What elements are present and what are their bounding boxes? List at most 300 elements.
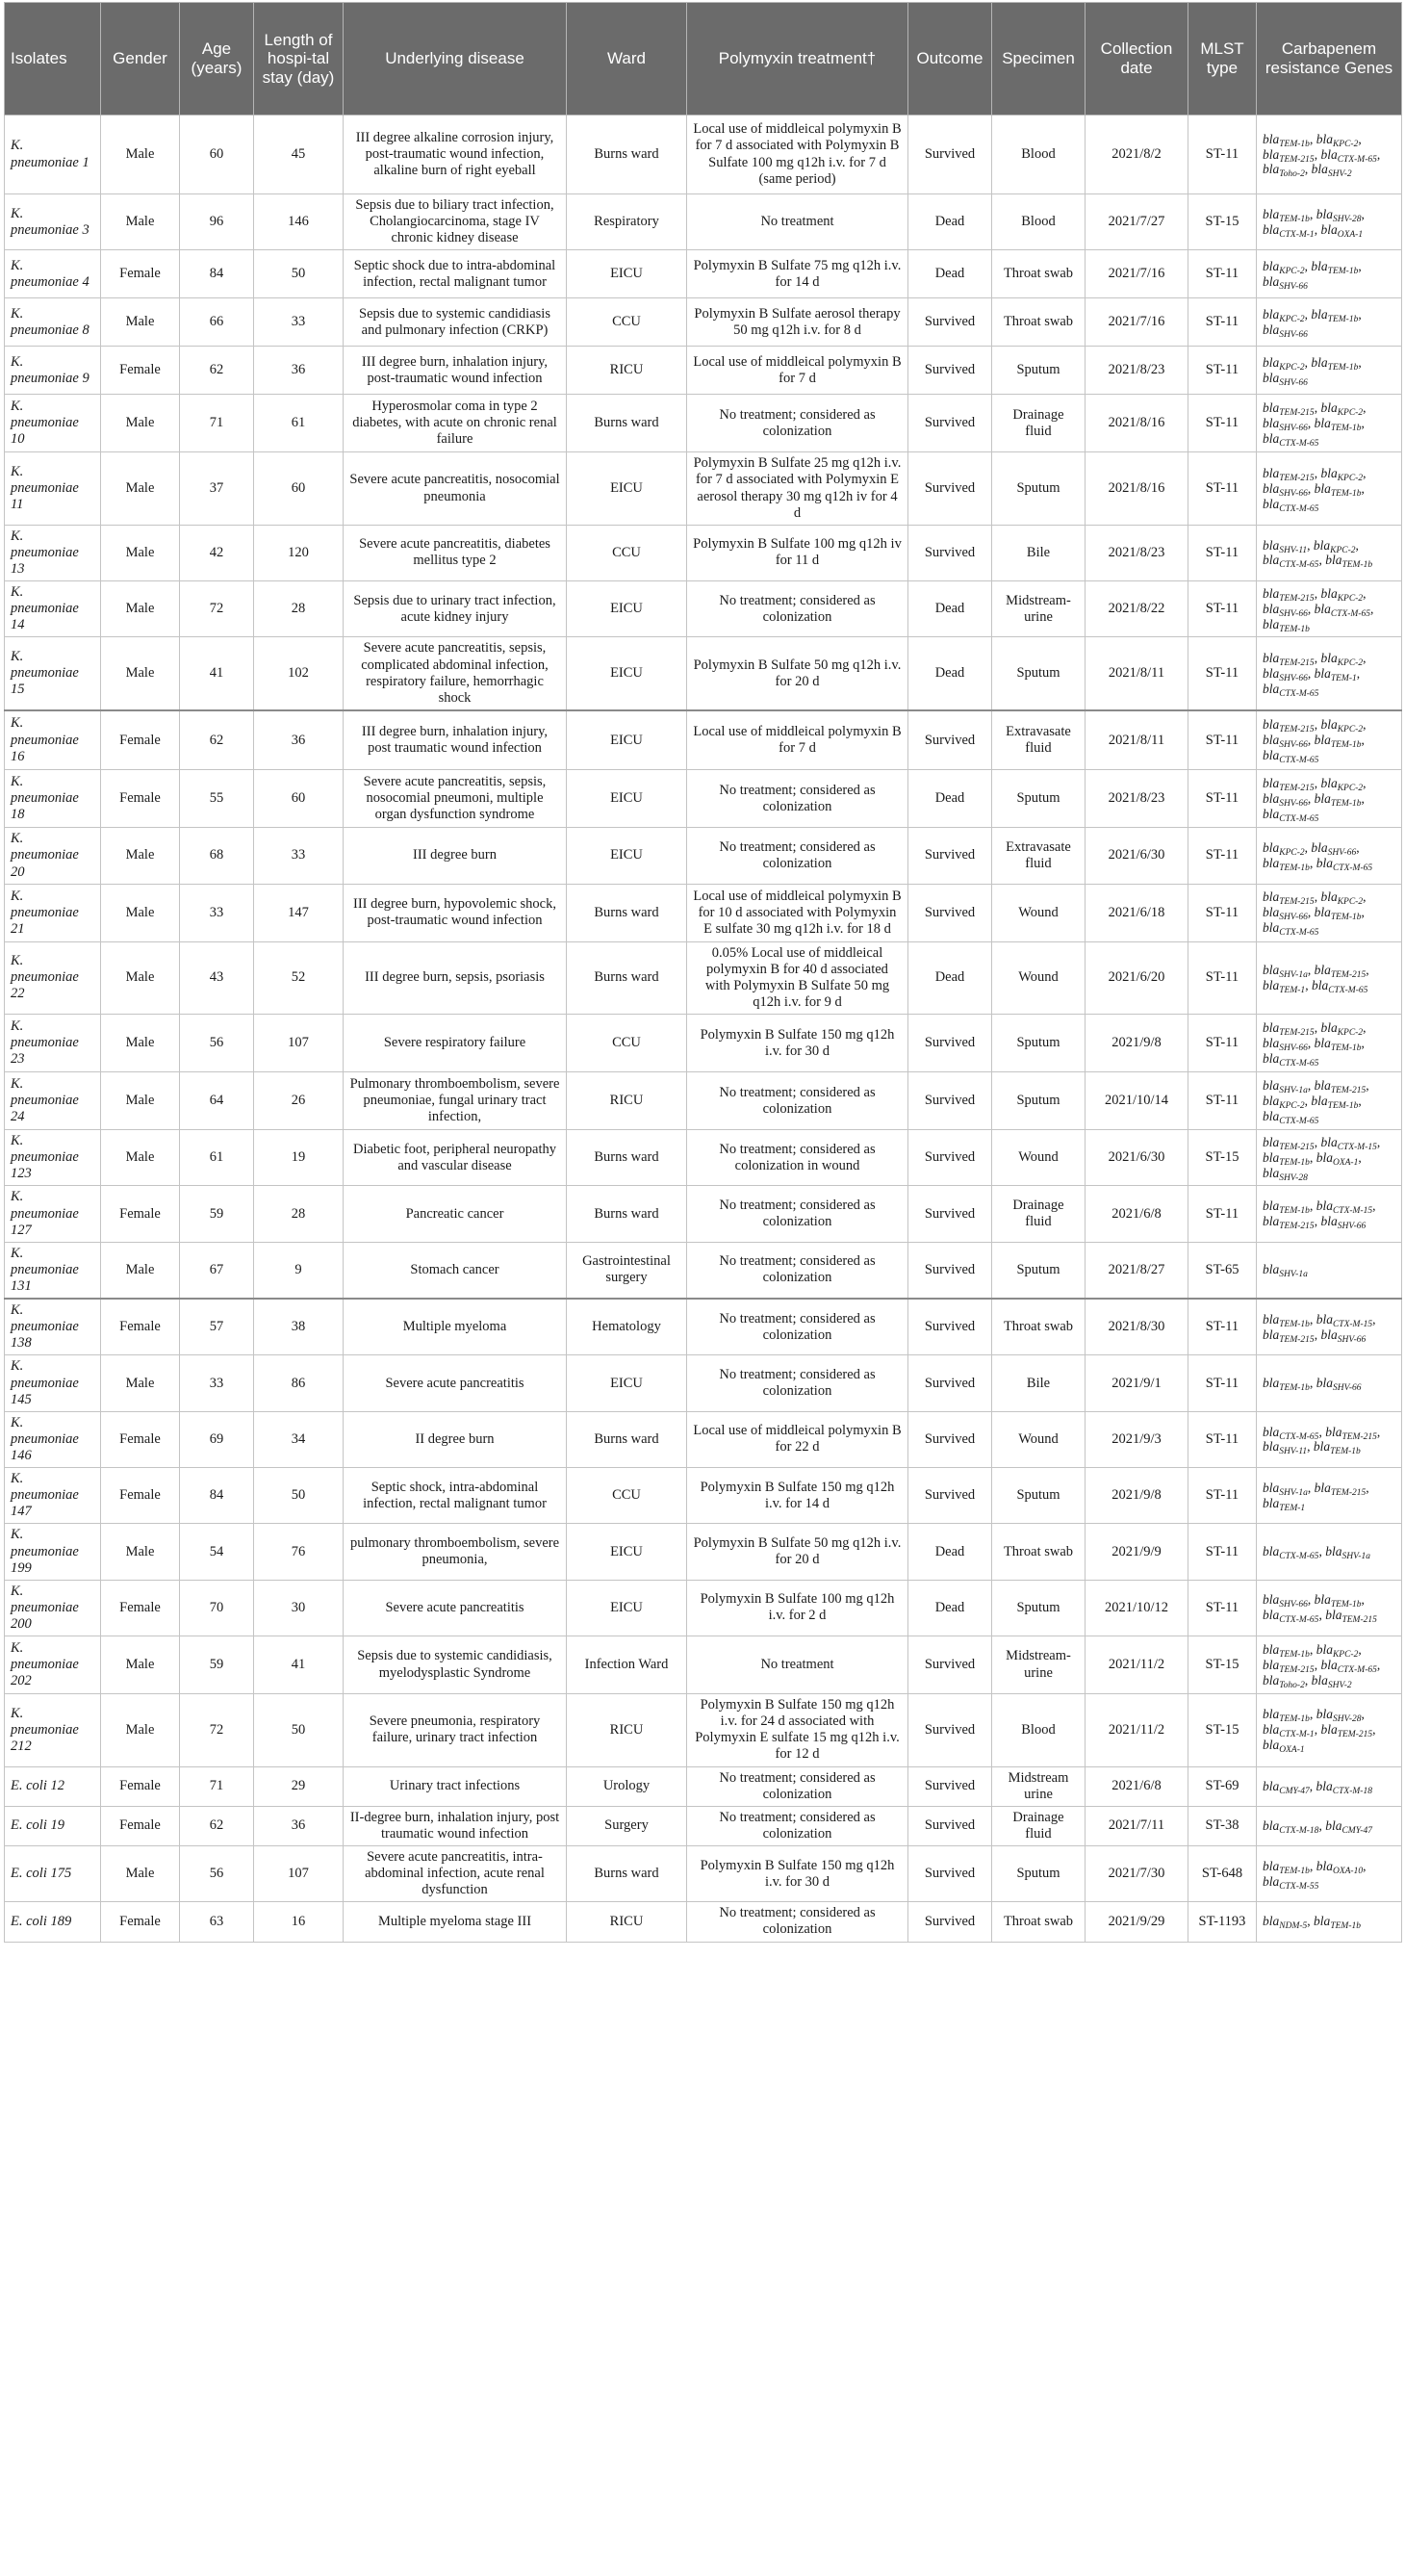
gene-prefix: bla <box>1314 962 1331 977</box>
table-row <box>5 1636 1402 1694</box>
outcome-cell: Dead <box>908 637 992 710</box>
mlst-cell: ST-69 <box>1188 1766 1257 1806</box>
gender-cell: Male <box>101 1015 180 1072</box>
mlst-cell: ST-11 <box>1188 1580 1257 1636</box>
outcome-cell: Survived <box>908 1902 992 1942</box>
treatment-cell: No treatment; considered as colonization <box>687 1186 908 1242</box>
table-body <box>5 116 1402 1943</box>
gene-prefix: bla <box>1263 1214 1280 1229</box>
treatment-cell: Polymyxin B Sulfate 100 mg q12h i.v. for 2 d <box>687 1580 908 1636</box>
specimen-cell: Extravasate fluid <box>992 828 1086 884</box>
collection-date-cell: 2021/9/1 <box>1086 1355 1188 1411</box>
gene-variant: TEM-1 <box>1330 673 1357 683</box>
genes-cell <box>1257 1242 1402 1299</box>
gene-prefix: bla <box>1263 354 1280 370</box>
gene-prefix: bla <box>1314 1592 1331 1608</box>
gene-variant: CTX-M-18 <box>1332 1786 1372 1796</box>
mlst-cell: ST-11 <box>1188 395 1257 452</box>
gene-variant: CTX-M-65 <box>1279 438 1319 449</box>
gene-prefix: bla <box>1316 1641 1333 1657</box>
gene-name <box>1320 399 1364 418</box>
genes-cell: bla$_{CTX-M-18}$, bla$_{CMY-47}$ <box>1257 1806 1402 1845</box>
gene-prefix: bla <box>1263 1817 1280 1833</box>
treatment-cell: Local use of middleical polymyxin B for 22 d <box>687 1411 908 1467</box>
gene-prefix: bla <box>1263 273 1280 289</box>
gene-name <box>1263 1914 1308 1932</box>
collection-date-cell: 2021/8/23 <box>1086 770 1188 828</box>
gene-variant: KPC-2 <box>1332 1649 1359 1660</box>
gene-name <box>1263 601 1308 619</box>
age-cell: 37 <box>180 452 254 525</box>
gene-prefix: bla <box>1263 1262 1280 1277</box>
gene-name <box>1320 146 1377 165</box>
gene-name <box>1325 1424 1377 1442</box>
genes-cell: bla$_{TEM-215}$, bla$_{KPC-2}$, bla$_{SHV-66}$, bla$_{TEM-1}$, bla$_{CTX-M-65}$ <box>1257 637 1402 710</box>
collection-date-cell: 2021/6/20 <box>1086 941 1188 1014</box>
gene-prefix: bla <box>1314 480 1331 496</box>
gene-prefix: bla <box>1263 1608 1280 1623</box>
gene-name <box>1263 162 1305 180</box>
gene-variant: TEM-1b <box>1279 139 1310 149</box>
stay-cell: 19 <box>254 1130 344 1186</box>
gene-name <box>1316 1641 1359 1660</box>
gene-name <box>1316 1312 1372 1327</box>
col-header-disease: Underlying disease <box>344 3 567 116</box>
gene-variant: CTX-M-65 <box>1279 756 1319 766</box>
mlst-cell: ST-11 <box>1188 828 1257 884</box>
gene-prefix: bla <box>1314 665 1331 681</box>
gene-name <box>1263 681 1319 699</box>
age-cell: 60 <box>180 116 254 194</box>
gene-prefix: bla <box>1263 1327 1280 1342</box>
gene-variant: TEM-215 <box>1341 1615 1377 1626</box>
outcome-cell: Survived <box>908 884 992 941</box>
gene-prefix: bla <box>1325 1817 1342 1833</box>
gene-name <box>1314 962 1367 980</box>
gene-variant: TEM-1b <box>1327 266 1359 276</box>
gene-variant: TEM-1b <box>1330 740 1362 751</box>
collection-date-cell: 2021/8/16 <box>1086 452 1188 525</box>
table-row <box>5 941 1402 1014</box>
disease-cell: III degree burn, sepsis, psoriasis <box>344 941 567 1014</box>
genes-cell: bla$_{TEM-215}$, bla$_{KPC-2}$, bla$_{SHV-66}$, bla$_{TEM-1b}$, bla$_{CTX-M-65}$ <box>1257 1015 1402 1072</box>
gene-variant: TEM-1b <box>1330 423 1362 433</box>
stay-cell: 61 <box>254 395 344 452</box>
genes-cell: bla$_{CTX-M-65}$, bla$_{SHV-1a}$ <box>1257 1524 1402 1580</box>
gene-name <box>1314 1480 1367 1498</box>
table-row <box>5 770 1402 828</box>
disease-cell: Pancreatic cancer <box>344 1186 567 1242</box>
genes-cell: bla$_{TEM-215}$, bla$_{KPC-2}$, bla$_{SHV-66}$, bla$_{TEM-1b}$, bla$_{CTX-M-65}$ <box>1257 710 1402 770</box>
isolate-cell: K. pneumoniae 18 <box>5 770 101 828</box>
ward-cell: Burns ward <box>567 395 687 452</box>
collection-date-cell: 2021/8/11 <box>1086 710 1188 770</box>
gene-variant: TEM-1b <box>1330 1043 1362 1053</box>
specimen-cell: Drainage fluid <box>992 1806 1086 1845</box>
gene-variant: TEM-1b <box>1330 1600 1362 1610</box>
genes-cell: bla$_{TEM-215}$, bla$_{CTX-M-15}$, bla$_{TEM-1b}$, bla$_{OXA-1}$, bla$_{SHV-28}$ <box>1257 1130 1402 1186</box>
isolate-cell: K. pneumoniae 123 <box>5 1130 101 1186</box>
gender-cell: Male <box>101 1694 180 1766</box>
stay-cell: 28 <box>254 581 344 637</box>
gene-prefix: bla <box>1314 415 1331 430</box>
disease-cell: Diabetic foot, peripheral neuropathy and vascular disease <box>344 1130 567 1186</box>
gene-prefix: bla <box>1314 905 1331 920</box>
gene-variant: CTX-M-55 <box>1279 1881 1319 1892</box>
gene-variant: CTX-M-15 <box>1337 1142 1377 1152</box>
gene-name <box>1263 430 1319 449</box>
gene-name <box>1263 1108 1319 1126</box>
col-header-age: Age (years) <box>180 3 254 116</box>
disease-cell: Severe acute pancreatitis <box>344 1355 567 1411</box>
gene-name <box>1314 480 1362 499</box>
treatment-cell: Polymyxin B Sulfate 150 mg q12h i.v. for 30 d <box>687 1845 908 1901</box>
stay-cell: 36 <box>254 1806 344 1845</box>
table-row <box>5 1072 1402 1130</box>
gene-variant: CMY-47 <box>1341 1825 1372 1836</box>
gene-prefix: bla <box>1311 840 1328 856</box>
table-row <box>5 1411 1402 1467</box>
disease-cell: Severe acute pancreatitis, nosocomial pneumonia <box>344 452 567 525</box>
gene-variant: SHV-66 <box>1327 848 1357 859</box>
gene-variant: TEM-1b <box>1330 913 1362 923</box>
outcome-cell: Survived <box>908 298 992 347</box>
age-cell: 66 <box>180 298 254 347</box>
gene-prefix: bla <box>1311 306 1328 322</box>
gene-prefix: bla <box>1325 1424 1342 1439</box>
stay-cell: 50 <box>254 1694 344 1766</box>
genes-cell: bla$_{TEM-1b}$, bla$_{CTX-M-15}$, bla$_{TEM-215}$, bla$_{SHV-66}$ <box>1257 1186 1402 1242</box>
gene-variant: KPC-2 <box>1279 848 1305 859</box>
gene-prefix: bla <box>1313 537 1331 553</box>
gene-name <box>1263 146 1315 165</box>
isolate-cell: K. pneumoniae 212 <box>5 1694 101 1766</box>
table-row <box>5 1806 1402 1845</box>
gene-variant: CMY-47 <box>1279 1786 1310 1796</box>
isolate-cell: K. pneumoniae 145 <box>5 1355 101 1411</box>
gender-cell: Female <box>101 770 180 828</box>
collection-date-cell: 2021/9/8 <box>1086 1468 1188 1524</box>
gene-prefix: bla <box>1263 1495 1280 1510</box>
gene-prefix: bla <box>1263 1778 1280 1793</box>
gene-prefix: bla <box>1263 131 1280 146</box>
outcome-cell: Survived <box>908 1411 992 1467</box>
specimen-cell: Extravasate fluid <box>992 710 1086 770</box>
gene-variant: KPC-2 <box>1330 545 1356 555</box>
gender-cell: Female <box>101 1766 180 1806</box>
gene-name <box>1263 1093 1305 1111</box>
gene-name <box>1263 1778 1310 1796</box>
gene-name <box>1316 206 1362 224</box>
gene-name <box>1263 666 1308 681</box>
disease-cell: II-degree burn, inhalation injury, post traumatic wound infection <box>344 1806 567 1845</box>
gene-name <box>1263 1019 1315 1038</box>
gene-variant: SHV-28 <box>1332 1714 1362 1725</box>
isolate-cell: K. pneumoniae 20 <box>5 828 101 884</box>
gene-prefix: bla <box>1320 1722 1338 1738</box>
gene-variant: SHV-11 <box>1279 1447 1308 1457</box>
mlst-cell: ST-15 <box>1188 1636 1257 1694</box>
collection-date-cell: 2021/7/30 <box>1086 1845 1188 1901</box>
outcome-cell: Survived <box>908 1636 992 1694</box>
gene-variant: SHV-66 <box>1279 377 1308 388</box>
gene-prefix: bla <box>1263 601 1280 616</box>
gene-variant: OXA-1 <box>1279 1745 1305 1756</box>
disease-cell: III degree burn <box>344 828 567 884</box>
gene-name <box>1320 1327 1367 1345</box>
isolate-cell: K. pneumoniae 22 <box>5 941 101 1014</box>
gender-cell: Male <box>101 1072 180 1130</box>
isolates-table <box>4 2 1402 1943</box>
disease-cell: Pulmonary thromboembolism, severe pneumoniae, fungal urinary tract infection, <box>344 1072 567 1130</box>
disease-cell: III degree burn, inhalation injury, post-traumatic wound infection <box>344 347 567 395</box>
gene-name <box>1320 1657 1377 1675</box>
gene-prefix: bla <box>1311 977 1329 992</box>
gene-prefix: bla <box>1263 962 1280 977</box>
outcome-cell: Survived <box>908 395 992 452</box>
gene-name <box>1263 856 1310 874</box>
specimen-cell: Midstream urine <box>992 1766 1086 1806</box>
outcome-cell: Dead <box>908 770 992 828</box>
isolate-cell: K. pneumoniae 10 <box>5 395 101 452</box>
gene-prefix: bla <box>1314 1035 1331 1050</box>
treatment-cell: No treatment; considered as colonization <box>687 1299 908 1355</box>
gene-prefix: bla <box>1314 1077 1331 1093</box>
gene-variant: TEM-1b <box>1330 1921 1361 1932</box>
gene-name <box>1263 322 1308 340</box>
specimen-cell: Throat swab <box>992 1902 1086 1942</box>
gene-name <box>1320 775 1364 793</box>
disease-cell: Stomach cancer <box>344 1242 567 1299</box>
gene-variant: SHV-66 <box>1279 1043 1308 1053</box>
gene-variant: SHV-66 <box>1279 740 1308 751</box>
gene-prefix: bla <box>1325 1544 1342 1559</box>
gene-name <box>1263 1722 1315 1740</box>
isolate-cell: K. pneumoniae 24 <box>5 1072 101 1130</box>
gene-prefix: bla <box>1263 1738 1280 1753</box>
ward-cell: Gastrointestinal surgery <box>567 1242 687 1299</box>
collection-date-cell: 2021/8/16 <box>1086 395 1188 452</box>
gene-prefix: bla <box>1311 354 1328 370</box>
col-header-genes: Carbapenem resistance Genes <box>1257 3 1402 116</box>
gene-name <box>1316 1376 1362 1394</box>
gene-name <box>1316 131 1359 149</box>
collection-date-cell: 2021/8/23 <box>1086 525 1188 580</box>
mlst-cell: ST-11 <box>1188 298 1257 347</box>
gene-variant: SHV-66 <box>1279 798 1308 809</box>
gene-variant: KPC-2 <box>1337 1027 1364 1038</box>
ward-cell: RICU <box>567 347 687 395</box>
genes-cell: bla$_{TEM-215}$, bla$_{KPC-2}$, bla$_{SHV-66}$, bla$_{TEM-1b}$, bla$_{CTX-M-65}$ <box>1257 395 1402 452</box>
outcome-cell: Survived <box>908 1806 992 1845</box>
disease-cell: Severe respiratory failure <box>344 1015 567 1072</box>
disease-cell: III degree alkaline corrosion injury, post-traumatic wound infection, alkaline burn of right eyeball <box>344 116 567 194</box>
gene-name <box>1263 370 1308 388</box>
gene-name <box>1316 1149 1359 1168</box>
gene-variant: TEM-1b <box>1330 1447 1361 1457</box>
treatment-cell: No treatment; considered as colonization <box>687 828 908 884</box>
gene-prefix: bla <box>1263 553 1280 568</box>
stay-cell: 86 <box>254 1355 344 1411</box>
gene-name <box>1325 1817 1372 1836</box>
genes-cell: bla$_{SHV-1a}$, bla$_{TEM-215}$, bla$_{TEM-1}$ <box>1257 1468 1402 1524</box>
gene-prefix: bla <box>1263 1108 1280 1123</box>
gene-variant: TEM-1b <box>1279 1157 1310 1168</box>
gene-prefix: bla <box>1263 806 1280 821</box>
mlst-cell: ST-11 <box>1188 941 1257 1014</box>
outcome-cell: Survived <box>908 1766 992 1806</box>
gene-name <box>1315 1078 1367 1093</box>
gene-variant: CTX-M-65 <box>1279 813 1319 824</box>
genes-cell: bla$_{CMY-47}$, bla$_{CTX-M-18}$ <box>1257 1766 1402 1806</box>
table-row <box>5 828 1402 884</box>
age-cell: 72 <box>180 581 254 637</box>
gene-variant: CTX-M-1 <box>1279 229 1315 240</box>
gene-variant: SHV-28 <box>1279 1172 1308 1183</box>
gene-variant: CTX-M-65 <box>1279 1552 1319 1562</box>
gender-cell: Male <box>101 116 180 194</box>
isolate-cell: K. pneumoniae 200 <box>5 1580 101 1636</box>
gene-name <box>1320 1134 1377 1152</box>
mlst-cell: ST-65 <box>1188 1242 1257 1299</box>
gene-name <box>1263 553 1319 571</box>
isolate-cell: K. pneumoniae 127 <box>5 1186 101 1242</box>
table-row <box>5 1015 1402 1072</box>
gene-variant: CTX-M-65 <box>1279 1431 1319 1442</box>
mlst-cell: ST-11 <box>1188 710 1257 770</box>
age-cell: 59 <box>180 1636 254 1694</box>
gene-variant: SHV-2 <box>1327 1680 1352 1690</box>
outcome-cell: Survived <box>908 452 992 525</box>
specimen-cell: Wound <box>992 1411 1086 1467</box>
isolate-cell: K. pneumoniae 23 <box>5 1015 101 1072</box>
gene-variant: KPC-2 <box>1279 362 1305 373</box>
gene-name <box>1263 1078 1308 1093</box>
gene-name <box>1311 258 1359 276</box>
genes-cell: bla$_{KPC-2}$, bla$_{TEM-1b}$, bla$_{SHV-66}$ <box>1257 298 1402 347</box>
genes-cell: bla$_{CTX-M-65}$, bla$_{TEM-215}$, bla$_{SHV-11}$, bla$_{TEM-1b}$ <box>1257 1411 1402 1467</box>
collection-date-cell: 2021/10/12 <box>1086 1580 1188 1636</box>
gene-variant: SHV-11 <box>1279 545 1308 555</box>
stay-cell: 102 <box>254 637 344 710</box>
gene-name <box>1311 1672 1352 1690</box>
gene-prefix: bla <box>1263 856 1280 871</box>
specimen-cell: Sputum <box>992 1242 1086 1299</box>
age-cell: 84 <box>180 250 254 298</box>
stay-cell: 30 <box>254 1580 344 1636</box>
gene-variant: CTX-M-15 <box>1332 1206 1373 1217</box>
gene-prefix: bla <box>1263 1707 1280 1722</box>
mlst-cell: ST-15 <box>1188 1130 1257 1186</box>
gene-variant: KPC-2 <box>1332 139 1359 149</box>
gene-name <box>1263 354 1305 373</box>
gene-name <box>1315 666 1357 681</box>
gene-prefix: bla <box>1263 399 1280 415</box>
stay-cell: 50 <box>254 250 344 298</box>
gene-name <box>1263 748 1319 766</box>
gene-name <box>1263 840 1305 859</box>
gene-name <box>1263 616 1310 634</box>
disease-cell: Sepsis due to systemic candidiasis, myelodysplastic Syndrome <box>344 1636 567 1694</box>
col-header-ward: Ward <box>567 3 687 116</box>
disease-cell: III degree burn, hypovolemic shock, post-traumatic wound infection <box>344 884 567 941</box>
disease-cell: Sepsis due to systemic candidiasis and pulmonary infection (CRKP) <box>344 298 567 347</box>
gender-cell: Female <box>101 1186 180 1242</box>
isolate-cell: E. coli 19 <box>5 1806 101 1845</box>
gene-prefix: bla <box>1314 601 1331 616</box>
gene-variant: TEM-1b <box>1327 314 1359 324</box>
gene-prefix: bla <box>1263 1050 1280 1066</box>
isolate-cell: K. pneumoniae 11 <box>5 452 101 525</box>
specimen-cell: Blood <box>992 116 1086 194</box>
outcome-cell: Survived <box>908 1845 992 1901</box>
gender-cell: Male <box>101 1636 180 1694</box>
mlst-cell: ST-11 <box>1188 525 1257 580</box>
gene-prefix: bla <box>1263 258 1280 273</box>
gene-prefix: bla <box>1263 1672 1280 1687</box>
disease-cell: Urinary tract infections <box>344 1766 567 1806</box>
gene-variant: SHV-66 <box>1279 673 1308 683</box>
age-cell: 54 <box>180 1524 254 1580</box>
genes-cell: bla$_{TEM-215}$, bla$_{KPC-2}$, bla$_{SHV-66}$, bla$_{TEM-1b}$, bla$_{CTX-M-65}$ <box>1257 770 1402 828</box>
outcome-cell: Survived <box>908 1130 992 1186</box>
gene-name <box>1314 415 1362 433</box>
gene-prefix: bla <box>1263 1439 1280 1455</box>
mlst-cell: ST-11 <box>1188 1299 1257 1355</box>
stay-cell: 26 <box>254 1072 344 1130</box>
gene-prefix: bla <box>1263 1722 1280 1738</box>
disease-cell: Severe acute pancreatitis, diabetes mellitus type 2 <box>344 525 567 580</box>
gene-prefix: bla <box>1325 1608 1342 1623</box>
isolate-cell: K. pneumoniae 138 <box>5 1299 101 1355</box>
stay-cell: 107 <box>254 1015 344 1072</box>
stay-cell: 38 <box>254 1299 344 1355</box>
treatment-cell: Polymyxin B Sulfate 75 mg q12h i.v. for 14 d <box>687 250 908 298</box>
age-cell: 62 <box>180 1806 254 1845</box>
ward-cell: CCU <box>567 298 687 347</box>
treatment-cell: No treatment; considered as colonization <box>687 770 908 828</box>
gene-name <box>1263 1035 1308 1053</box>
gene-variant: CTX-M-65 <box>1332 863 1373 874</box>
table-row <box>5 637 1402 710</box>
gene-variant: KPC-2 <box>1279 1100 1305 1111</box>
specimen-cell: Drainage fluid <box>992 1186 1086 1242</box>
collection-date-cell: 2021/6/8 <box>1086 1186 1188 1242</box>
gene-prefix: bla <box>1320 585 1338 601</box>
age-cell: 59 <box>180 1186 254 1242</box>
genes-cell: bla$_{KPC-2}$, bla$_{TEM-1b}$, bla$_{SHV-66}$ <box>1257 347 1402 395</box>
gene-variant: TEM-1b <box>1327 362 1359 373</box>
stay-cell: 9 <box>254 1242 344 1299</box>
disease-cell: II degree burn <box>344 1411 567 1467</box>
ward-cell: Burns ward <box>567 116 687 194</box>
gene-name <box>1263 1439 1308 1457</box>
gene-variant: TEM-215 <box>1279 1334 1315 1345</box>
gene-name <box>1314 1592 1362 1610</box>
gene-variant: SHV-66 <box>1337 1334 1367 1345</box>
age-cell: 42 <box>180 525 254 580</box>
mlst-cell: ST-15 <box>1188 1694 1257 1766</box>
ward-cell: Infection Ward <box>567 1636 687 1694</box>
ward-cell: Burns ward <box>567 1411 687 1467</box>
treatment-cell: No treatment; considered as colonization <box>687 1766 908 1806</box>
gene-name <box>1316 1707 1362 1725</box>
disease-cell: Severe acute pancreatitis, sepsis, nosocomial pneumoni, multiple organ dysfunction syndrome <box>344 770 567 828</box>
gene-prefix: bla <box>1316 1376 1333 1391</box>
disease-cell: Sepsis due to urinary tract infection, acute kidney injury <box>344 581 567 637</box>
table-row <box>5 1299 1402 1355</box>
gene-prefix: bla <box>1263 840 1280 856</box>
